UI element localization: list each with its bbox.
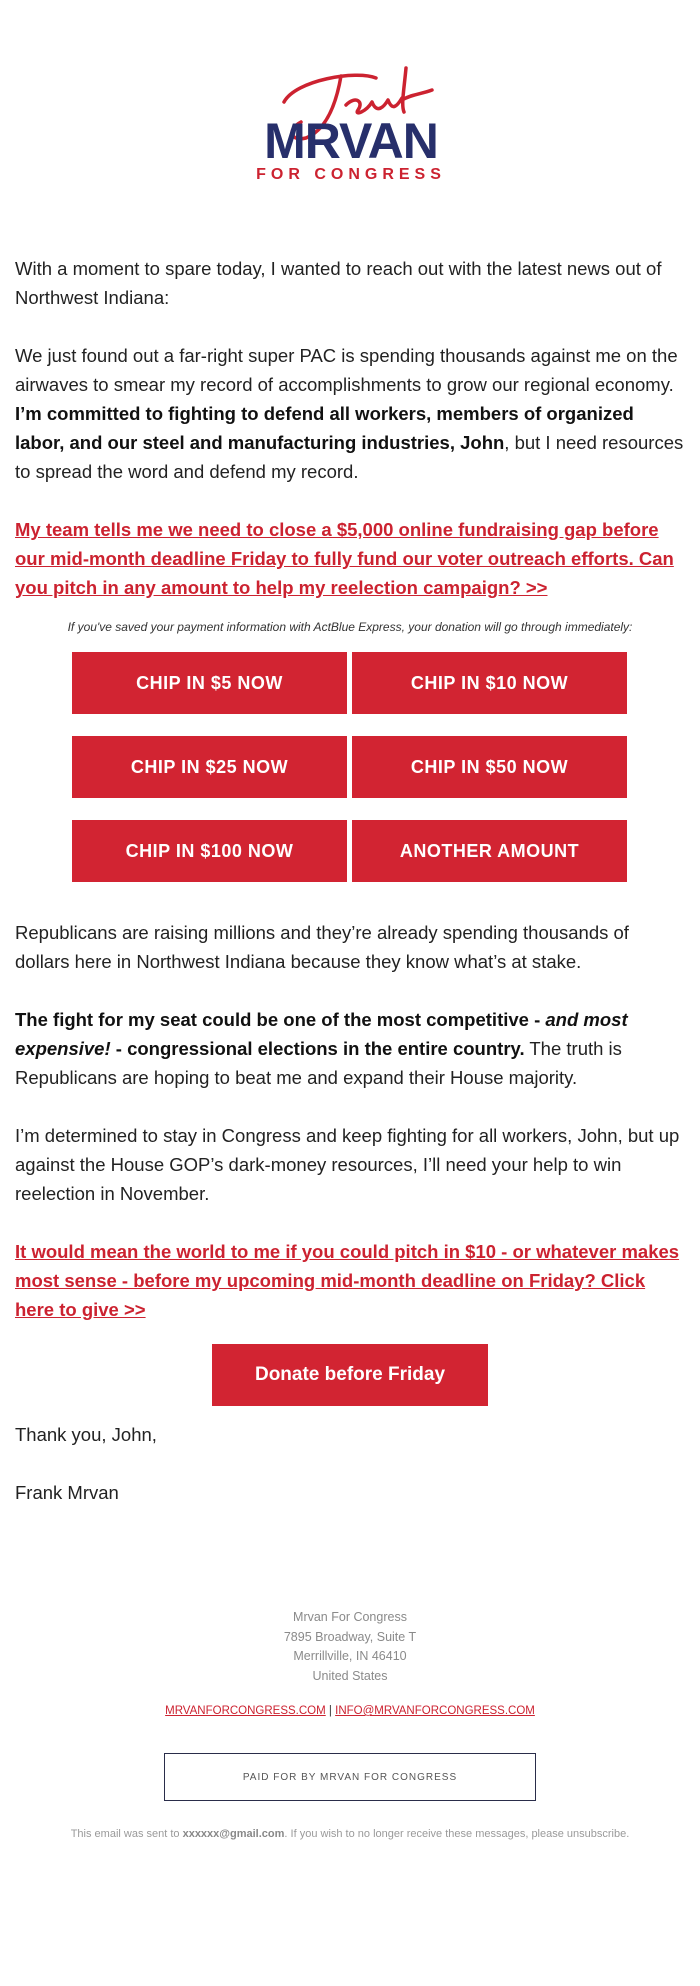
super-pac-paragraph	[15, 341, 685, 486]
republicans-paragraph: Republicans are raising millions and they’re already spending thousands of dollars here in Northwest Indiana because they know what’s at stake.	[15, 922, 629, 972]
chip-in-100-button[interactable]: CHIP IN $100 NOW	[72, 820, 347, 882]
another-amount-button[interactable]: ANOTHER AMOUNT	[352, 820, 627, 882]
chip-in-25-button[interactable]: CHIP IN $25 NOW	[72, 736, 347, 798]
pac-tail: , but I need resources to spread the word and defend my record.	[15, 432, 684, 482]
intro-section	[15, 254, 685, 631]
determined-paragraph: I’m determined to stay in Congress and keep fighting for all workers, John, but up against the House GOP’s dark-money resources, I’ll need your help to win reelection in November.	[15, 1125, 680, 1204]
competitive-bold-2: - congressional elections in the entire country.	[110, 1038, 525, 1059]
footer-city: Merrillville, IN 46410	[293, 1649, 407, 1663]
pac-text: We just found out a far-right super PAC is spending thousands against me on the airwaves to smear my record of accomplishments to grow our regional economy.	[15, 345, 678, 395]
logo-tagline: FOR CONGRESS	[256, 166, 446, 183]
donate-before-friday-button[interactable]: Donate before Friday	[212, 1344, 488, 1406]
email-link[interactable]: INFO@MRVANFORCONGRESS.COM	[335, 1705, 535, 1717]
unsub-suffix[interactable]: . If you wish to no longer receive these messages, please unsubscribe.	[284, 1828, 630, 1840]
expensive-bold-italic: and most expensive!	[15, 1009, 628, 1059]
chip-in-5-button[interactable]: CHIP IN $5 NOW	[72, 652, 347, 714]
competitive-tail: The truth is Republicans are hoping to beat me and expand their House majority.	[15, 1038, 622, 1088]
footer-address	[0, 1608, 700, 1686]
commitment-bold: I’m committed to fighting to defend all workers, members of organized labor, and our steel and manufacturing industries, John	[15, 403, 634, 453]
paid-for-disclaimer: PAID FOR BY MRVAN FOR CONGRESS	[164, 1753, 536, 1801]
chip-in-10-button[interactable]: CHIP IN $10 NOW	[352, 652, 627, 714]
link-separator: |	[328, 1705, 332, 1717]
actblue-note: If you've saved your payment information with ActBlue Express, your donation will go through immediately:	[67, 620, 633, 634]
website-link[interactable]: MRVANFORCONGRESS.COM	[165, 1705, 326, 1717]
footer-links	[0, 1705, 700, 1717]
competitive-bold-1: The fight for my seat could be one of the most competitive -	[15, 1009, 546, 1030]
unsubscribe-notice	[0, 1828, 700, 1840]
intro-paragraph: With a moment to spare today, I wanted to reach out with the latest news out of Northwest Indiana:	[15, 258, 662, 308]
campaign-logo	[246, 50, 456, 200]
pitch-in-10-link[interactable]: It would mean the world to me if you could pitch in $10 - or whatever makes most sense - before my upcoming mid-month deadline on Friday? Click here to give >>	[15, 1241, 680, 1320]
footer-country: United States	[312, 1668, 388, 1683]
signoff-section	[15, 1420, 685, 1536]
fundraising-gap-link[interactable]: My team tells me we need to close a $5,000 online fundraising gap before our mid-month deadline Friday to fully fund our voter outreach efforts. Can you pitch in any amount to help my reelection campaign? >>	[15, 519, 674, 598]
signature-name: Frank Mrvan	[15, 1482, 119, 1503]
donation-button-grid	[72, 652, 628, 904]
footer-org: Mrvan For Congress	[293, 1610, 407, 1624]
logo-surname: MRVAN	[264, 113, 438, 169]
competitive-seat-paragraph	[15, 1005, 685, 1092]
body-section	[15, 918, 685, 1353]
thanks-line: Thank you, John,	[15, 1424, 157, 1445]
unsub-prefix: This email was sent to	[70, 1828, 183, 1840]
chip-in-50-button[interactable]: CHIP IN $50 NOW	[352, 736, 627, 798]
recipient-email: xxxxxx@gmail.com	[182, 1828, 285, 1840]
footer-street: 7895 Broadway, Suite T	[283, 1629, 417, 1644]
